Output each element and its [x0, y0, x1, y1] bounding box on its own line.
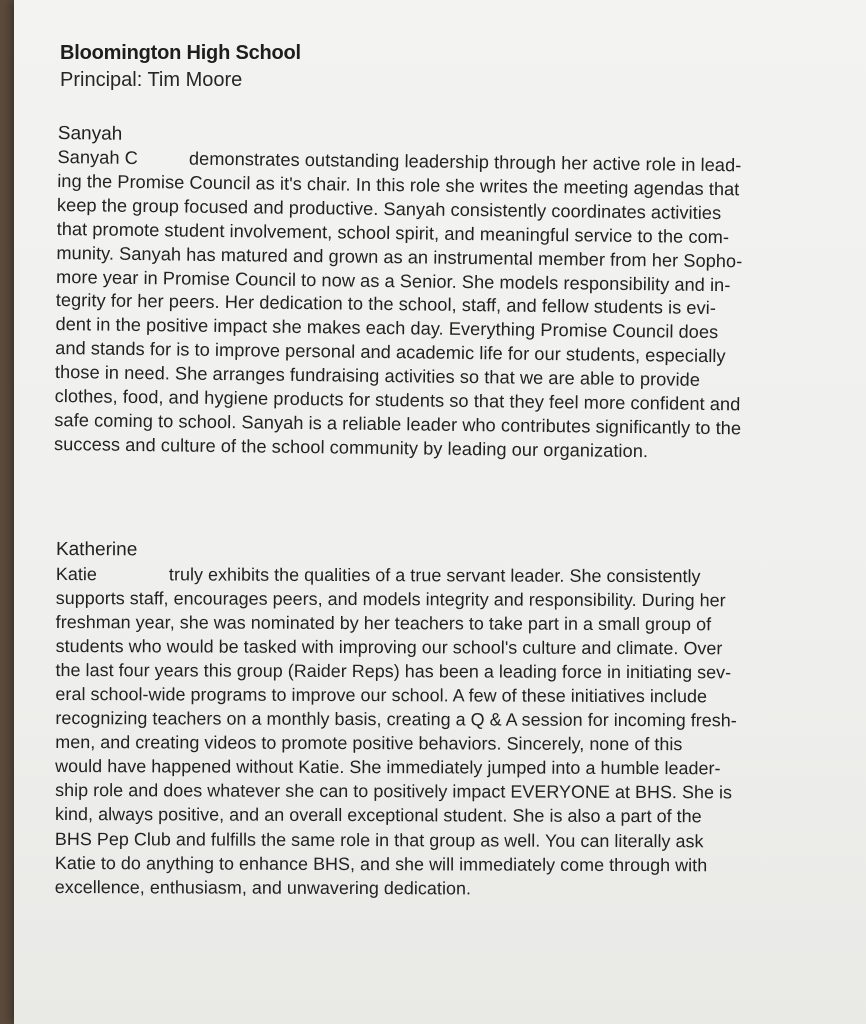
student-description [54, 146, 833, 466]
text-line: those in need. She arranges fundraising activities so that we are able to provide [54, 362, 701, 391]
text-line: kind, always positive, and an overall exceptional student. She is also a part of the [55, 804, 702, 827]
text-line: Katie truly exhibits the qualities of a true servant leader. She consistently [55, 563, 701, 587]
text-line: eral school-wide programs to improve our school. A few of these initiatives include [55, 684, 708, 707]
text-line: keep the group focused and productive. Sanyah consistently coordinates activities [56, 194, 722, 223]
text-line: munity. Sanyah has matured and grown as an instrumental member from her Sopho- [56, 242, 743, 271]
text-line: ship role and does whatever she can to positively impact EVERYONE at BHS. She is [55, 780, 733, 803]
text-line: recognizing teachers on a monthly basis, creating a Q & A session for incoming fresh- [55, 708, 737, 731]
student-name: Sanyah [57, 122, 123, 145]
redacted-text [138, 150, 184, 165]
text-line: Katie to do anything to enhance BHS, and she will immediately come through with [54, 852, 708, 875]
redacted-text [102, 566, 164, 580]
text-line: BHS Pep Club and fulfills the same role in that group as well. You can literally ask [54, 828, 704, 851]
text-line: students who would be tasked with improving our school's culture and climate. Over [55, 636, 723, 659]
student-description [55, 562, 831, 901]
text-line: tegrity for her peers. Her dedication to the school, staff, and fellow students is evi- [55, 290, 717, 319]
text-line: clothes, food, and hygiene products for students so that they feel more confident and [54, 386, 741, 415]
document-page [14, 0, 866, 1024]
text-line: success and culture of the school community by leading our organization. [53, 433, 649, 462]
text-line: safe coming to school. Sanyah is a reliable leader who contributes significantly to the [54, 409, 742, 439]
school-name: Bloomington High School [60, 42, 301, 64]
text-line: ing the Promise Council as it's chair. In this role she writes the meeting agendas that [57, 170, 740, 200]
text-line: freshman year, she was nominated by her teachers to take part in a small group of [55, 612, 712, 635]
text-line: would have happened without Katie. She immediately jumped into a humble leader- [55, 756, 721, 779]
student-name: Katherine [55, 539, 138, 561]
principal-name: Principal: Tim Moore [60, 69, 243, 91]
student-section [55, 538, 831, 901]
text-line: the last four years this group (Raider Reps) has been a leading force in initiating sev- [55, 660, 732, 683]
text-line: that promote student involvement, school spirit, and meaningful service to the com- [56, 218, 730, 247]
text-line: excellence, enthusiasm, and unwavering dedication. [54, 876, 472, 899]
student-section [54, 122, 833, 466]
text-line: Sanyah C demonstrates outstanding leadership through her active role in lead- [57, 146, 742, 176]
text-line: and stands for is to improve personal and academic life for our students, especially [55, 338, 726, 367]
text-line: more year in Promise Council to now as a Senior. She models responsibility and in- [55, 266, 731, 295]
text-line: supports staff, encourages peers, and models integrity and responsibility. During her [55, 588, 726, 611]
text-line: men, and creating videos to promote positive behaviors. Sincerely, none of this [55, 732, 683, 755]
text-line: dent in the positive impact she makes each day. Everything Promise Council does [55, 314, 719, 343]
